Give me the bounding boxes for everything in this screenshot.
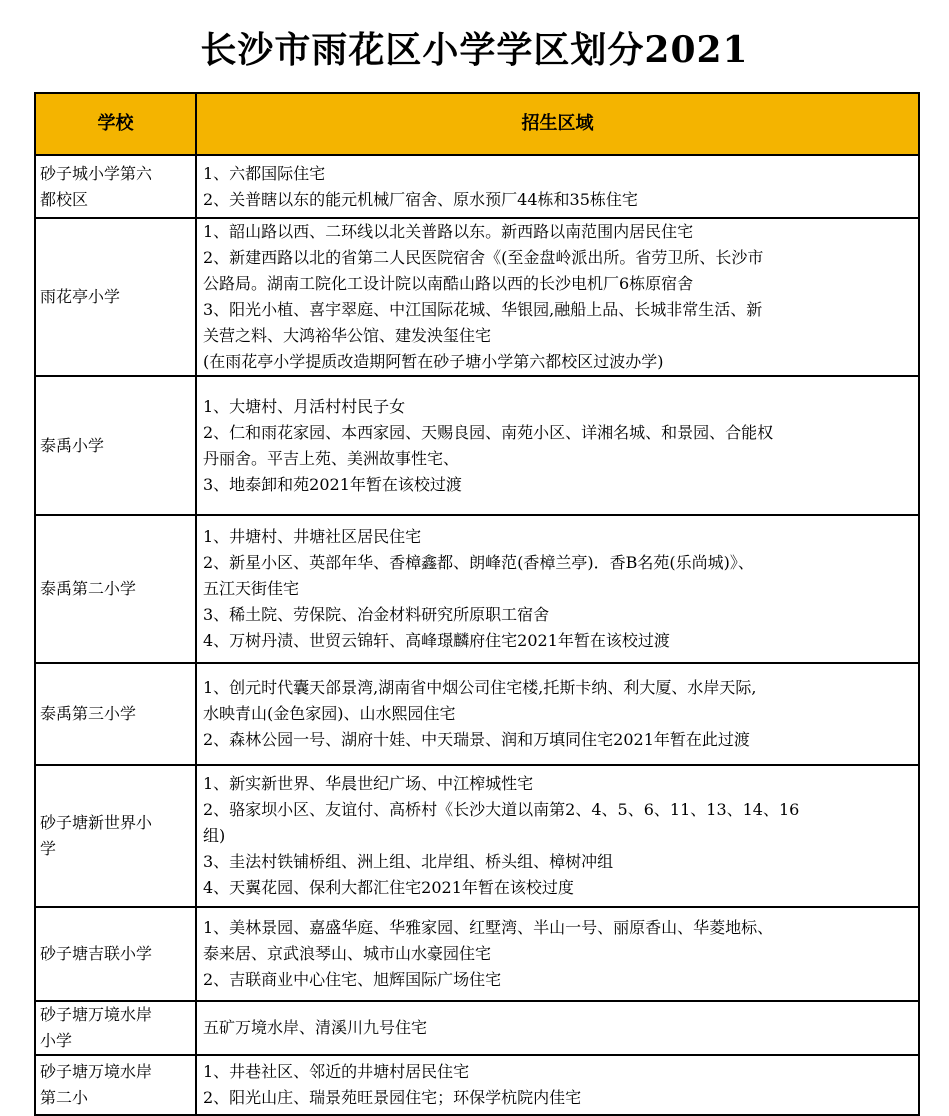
area-line: 1、六都国际住宅: [203, 163, 326, 183]
school-name-cell: [35, 515, 196, 663]
school-name-cell: [35, 155, 196, 218]
school-name-cell: [35, 1055, 196, 1115]
area-line: 五矿万境水岸、清溪川九号住宅: [203, 1018, 428, 1037]
area-line: (在雨花亭小学提质改造期阿暂在砂子塘小学第六都校区过波办学): [203, 352, 664, 371]
area-line: 1、大塘村、月活村村民子女: [203, 396, 406, 416]
area-line: 组): [203, 826, 226, 845]
area-line: 4、万树丹渍、世贸云锦轩、高峰璟麟府住宅2021年暂在该校过渡: [203, 631, 670, 650]
page-title: 长沙市雨花区小学学区划分2021: [200, 29, 749, 71]
table-header-row: [35, 93, 919, 155]
area-line: 1、井巷社区、邻近的井塘村居民住宅: [203, 1062, 470, 1081]
area-line: 2、阳光山庄、瑞景苑旺景园住宅；环保学杭院内佳宅: [203, 1088, 582, 1107]
school-name-cell: [35, 1001, 196, 1055]
school-district-table: [34, 92, 920, 1116]
table-row: [35, 218, 919, 376]
area-line: 关营之料、大鸿裕华公馆、建发泱玺住宅: [203, 326, 492, 345]
school-name-line: 第二小: [40, 1088, 89, 1107]
area-line: 2、吉联商业中心住宅、旭辉国际广场住宅: [203, 970, 502, 989]
enrollment-area-cell: [196, 155, 919, 218]
table-row: [35, 515, 919, 663]
school-name-cell: [35, 907, 196, 1001]
table-body: [35, 155, 919, 1115]
area-line: 1、美林景园、嘉盛华庭、华雅家园、红墅湾、半山一号、丽原香山、华菱地标、: [203, 918, 774, 937]
school-name-line: 砂子塘吉联小学: [40, 944, 153, 963]
header-area: 招生区域: [196, 93, 919, 155]
area-line: 3、阳光小植、喜宇翠庭、中江国际花城、华银园,融船上品、长城非常生活、新: [203, 300, 763, 319]
enrollment-area-cell: [196, 663, 919, 765]
area-line: 2、新星小区、英部年华、香樟鑫都、朗峰范(香樟兰亭)．香B名苑(乐尚城)》、: [203, 553, 754, 572]
school-name-line: 泰禹第三小学: [40, 704, 137, 723]
area-line: 1、井塘村、井塘社区居民住宅: [203, 527, 422, 546]
table-row: [35, 1001, 919, 1055]
enrollment-area-cell: [196, 1001, 919, 1055]
school-name-cell: [35, 376, 196, 515]
header-school: 学校: [35, 93, 196, 155]
enrollment-area-cell: [196, 765, 919, 907]
area-line: 1、新实新世界、华晨世纪广场、中江榨城性宅: [203, 774, 534, 793]
enrollment-area-cell: [196, 907, 919, 1001]
area-line: 3、圭法村铁铺桥组、洲上组、北岸组、桥头组、樟树冲组: [203, 852, 614, 871]
enrollment-area-cell: [196, 218, 919, 376]
area-line: 3、稀土院、劳保院、冶金材料研究所原职工宿舍: [203, 605, 550, 624]
area-line: 1、韶山路以西、二环线以北关普路以东。新西路以南范围内居民住宅: [203, 222, 694, 241]
school-name-line: 砂子塘万境水岸: [40, 1062, 153, 1081]
area-line: 3、地泰卸和苑2021年暂在该校过渡: [203, 474, 462, 494]
school-name-line: 泰禹小学: [40, 435, 105, 455]
school-name-line: 都校区: [40, 189, 89, 209]
school-name-cell: [35, 218, 196, 376]
area-line: 水映青山(金色家园)、山水熙园住宅: [203, 704, 456, 723]
school-name-line: 砂子塘万境水岸: [40, 1005, 153, 1024]
area-line: 2、骆家坝小区、友谊付、高桥村《长沙大道以南第2、4、5、6、11、13、14、16: [203, 800, 800, 819]
enrollment-area-cell: [196, 515, 919, 663]
table-row: [35, 376, 919, 515]
table-row: [35, 155, 919, 218]
table-row: [35, 1055, 919, 1115]
area-line: 五江天街佳宅: [203, 579, 300, 598]
school-name-cell: [35, 765, 196, 907]
school-name-line: 泰禹第二小学: [40, 579, 137, 598]
table-row: [35, 663, 919, 765]
area-line: 2、关普瞎以东的能元机械厂宿舍、原水预厂44栋和35栋住宅: [203, 189, 638, 209]
area-line: 2、森林公园一号、湖府十娃、中天瑞景、润和万填同住宅2021年暂在此过渡: [203, 730, 750, 749]
table-row: [35, 765, 919, 907]
enrollment-area-cell: [196, 376, 919, 515]
enrollment-area-cell: [196, 1055, 919, 1115]
area-line: 2、仁和雨花家园、本西家园、天赐良园、南苑小区、详湘名城、和景园、合能权: [203, 422, 774, 442]
school-name-cell: [35, 663, 196, 765]
area-line: 丹丽舍。平吉上苑、美洲故事性宅、: [203, 448, 460, 468]
area-line: 2、新建西路以北的省第二人民医院宿舍《(至金盘岭派出所。省劳卫所、长沙市: [203, 248, 764, 267]
school-name-line: 雨花亭小学: [40, 287, 121, 306]
area-line: 泰来居、京武浪琴山、城市山水豪园住宅: [203, 944, 492, 963]
school-name-line: 小学: [40, 1031, 73, 1050]
area-line: 1、创元时代囊天郃景湾,湖南省中烟公司住宅楼,托斯卡纳、利大厦、水岸天际,: [203, 678, 757, 697]
table-row: [35, 907, 919, 1001]
school-name-line: 砂子城小学第六: [40, 163, 153, 183]
area-line: 4、天翼花园、保利大都汇住宅2021年暂在该校过度: [203, 878, 574, 897]
school-name-line: 砂子塘新世界小: [40, 813, 153, 832]
area-line: 公路局。湖南工院化工设计院以南酷山路以西的长沙电机厂6栋原宿舍: [203, 274, 694, 293]
school-name-line: 学: [40, 839, 57, 858]
